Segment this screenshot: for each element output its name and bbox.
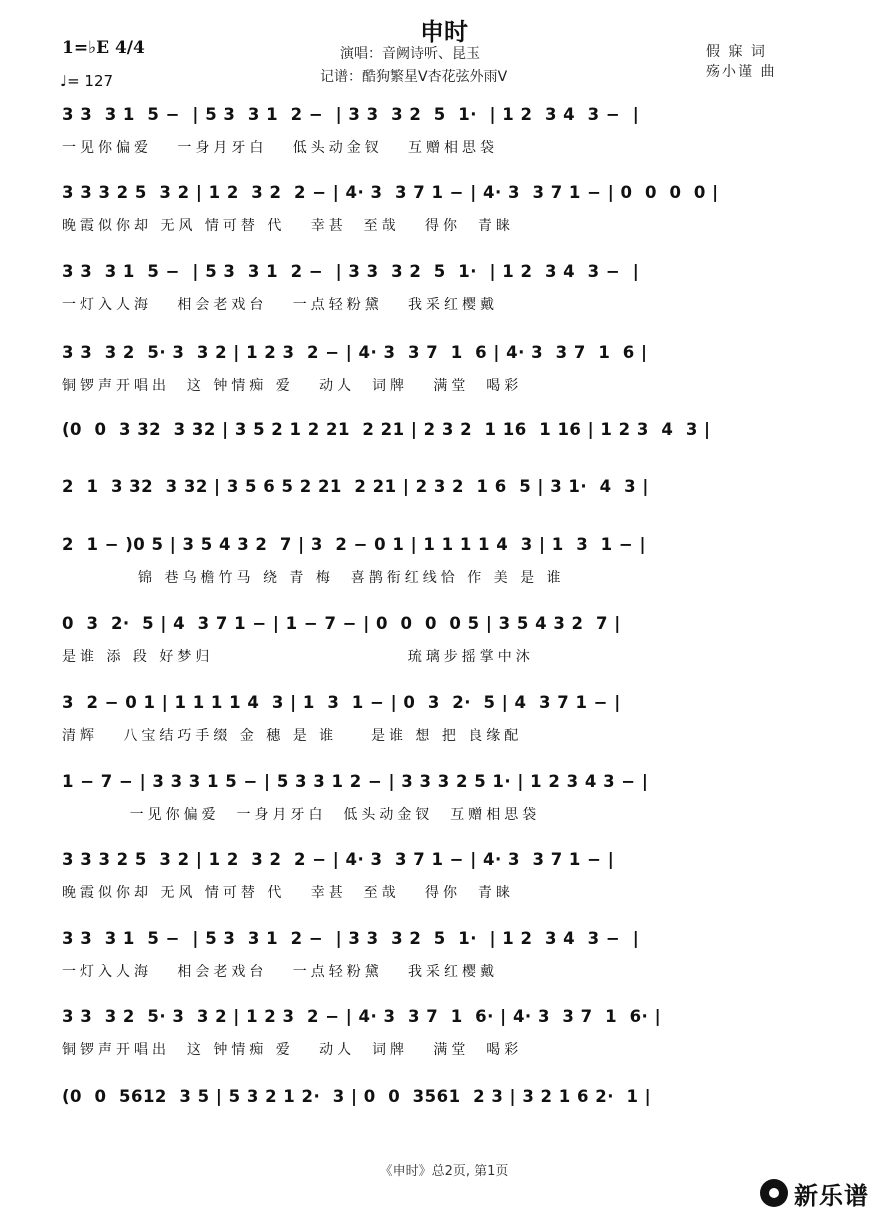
logo-disc-icon	[760, 1179, 788, 1207]
score-system	[62, 850, 822, 910]
lyrics-line: 一见你偏爱 一身月牙白 低头动金钗 互赠相思袋	[62, 140, 499, 156]
site-logo	[760, 1175, 885, 1211]
lyricist-credit: 假 寐 词	[706, 44, 767, 60]
score-system	[62, 420, 822, 480]
lyrics-line: 是谁 添 段 好梦归 琉璃步摇掌中沐	[62, 649, 534, 665]
notation-line: 1 − 7 − | 3 3 3 1 5 − | 5 3 3 1 2 − | 3 3 3 2 5 1· | 1 2 3 4 3 − |	[62, 772, 649, 791]
lyrics-line: 晚霞似你却 无风 情可替 代 幸甚 至哉 得你 青睐	[62, 218, 514, 234]
composer-credit: 殇小谨 曲	[706, 64, 777, 80]
singer-credit: 演唱：音阙诗听、昆玉	[340, 46, 480, 62]
lyrics-line: 晚霞似你却 无风 情可替 代 幸甚 至哉 得你 青睐	[62, 885, 514, 901]
lyrics-line: 清辉 八宝结巧手缀 金 穗 是 谁 是谁 想 把 良缘配	[62, 728, 523, 744]
score-system	[62, 772, 822, 832]
tempo-marking: ♩= 127	[60, 72, 114, 90]
notation-line: 3 3 3 1 5 − | 5 3 3 1 2 − | 3 3 3 2 5 1· | 1 2 3 4 3 − |	[62, 929, 640, 948]
notation-line: (0 0 3 32 3 32 | 3 5 2 1 2 21 2 21 | 2 3 2 1 16 1 16 | 1 2 3 4 3 |	[62, 420, 711, 439]
notation-line: 3 3 3 1 5 − | 5 3 3 1 2 − | 3 3 3 2 5 1· | 1 2 3 4 3 − |	[62, 262, 640, 281]
score-system	[62, 1087, 822, 1147]
lyrics-line: 锦 巷乌檐竹马 绕 青 梅 喜鹊衔红线恰 作 美 是 谁	[62, 570, 565, 586]
key-signature: 1=♭E 4/4	[62, 38, 145, 58]
score-system	[62, 105, 822, 165]
notation-line: 3 3 3 2 5· 3 3 2 | 1 2 3 2 − | 4· 3 3 7 1 6· | 4· 3 3 7 1 6· |	[62, 1007, 662, 1026]
lyrics-line: 铜锣声开唱出 这 钟情痴 爱 动人 词牌 满堂 喝彩	[62, 378, 523, 394]
transcriber-credit: 记谱：酷狗繁星V杏花弦外雨V	[320, 69, 508, 85]
notation-line: 2 1 3 32 3 32 | 3 5 6 5 2 21 2 21 | 2 3 2 1 6 5 | 3 1· 4 3 |	[62, 477, 649, 496]
lyrics-line	[62, 1119, 822, 1141]
notation-line: 0 3 2· 5 | 4 3 7 1 − | 1 − 7 − | 0 0 0 0 5 | 3 5 4 3 2 7 |	[62, 614, 621, 633]
score-system	[62, 929, 822, 989]
score-system	[62, 535, 822, 595]
page-footer: 《申时》总2页, 第1页	[379, 1164, 509, 1179]
lyrics-line: 一见你偏爱 一身月牙白 低头动金钗 互赠相思袋	[62, 807, 541, 823]
score-system	[62, 693, 822, 753]
notation-line: 3 3 3 2 5· 3 3 2 | 1 2 3 2 − | 4· 3 3 7 1 6 | 4· 3 3 7 1 6 |	[62, 343, 648, 362]
song-title: 申时	[420, 18, 468, 46]
notation-line: 3 3 3 2 5 3 2 | 1 2 3 2 2 − | 4· 3 3 7 1 − | 4· 3 3 7 1 − |	[62, 850, 615, 869]
lyrics-line	[62, 509, 822, 531]
notation-line: 3 3 3 2 5 3 2 | 1 2 3 2 2 − | 4· 3 3 7 1 − | 4· 3 3 7 1 − | 0 0 0 0 |	[62, 183, 719, 202]
notation-line: 3 2 − 0 1 | 1 1 1 1 4 3 | 1 3 1 − | 0 3 2· 5 | 4 3 7 1 − |	[62, 693, 621, 712]
score-system	[62, 262, 822, 322]
lyrics-line: 一灯入人海 相会老戏台 一点轻粉黛 我采红樱戴	[62, 297, 499, 313]
score-system	[62, 183, 822, 243]
score-system	[62, 477, 822, 537]
lyrics-line: 铜锣声开唱出 这 钟情痴 爱 动人 词牌 满堂 喝彩	[62, 1042, 523, 1058]
lyrics-line	[62, 452, 822, 474]
score-system	[62, 1007, 822, 1067]
notation-line: 2 1 − )0 5 | 3 5 4 3 2 7 | 3 2 − 0 1 | 1 1 1 1 4 3 | 1 3 1 − |	[62, 535, 647, 554]
lyrics-line: 一灯入人海 相会老戏台 一点轻粉黛 我采红樱戴	[62, 964, 499, 980]
notation-line: (0 0 5612 3 5 | 5 3 2 1 2· 3 | 0 0 3561 2 3 | 3 2 1 6 2· 1 |	[62, 1087, 652, 1106]
logo-text: 新乐谱	[794, 1181, 869, 1210]
notation-line: 3 3 3 1 5 − | 5 3 3 1 2 − | 3 3 3 2 5 1· | 1 2 3 4 3 − |	[62, 105, 640, 124]
score-system	[62, 614, 822, 674]
score-system	[62, 343, 822, 403]
